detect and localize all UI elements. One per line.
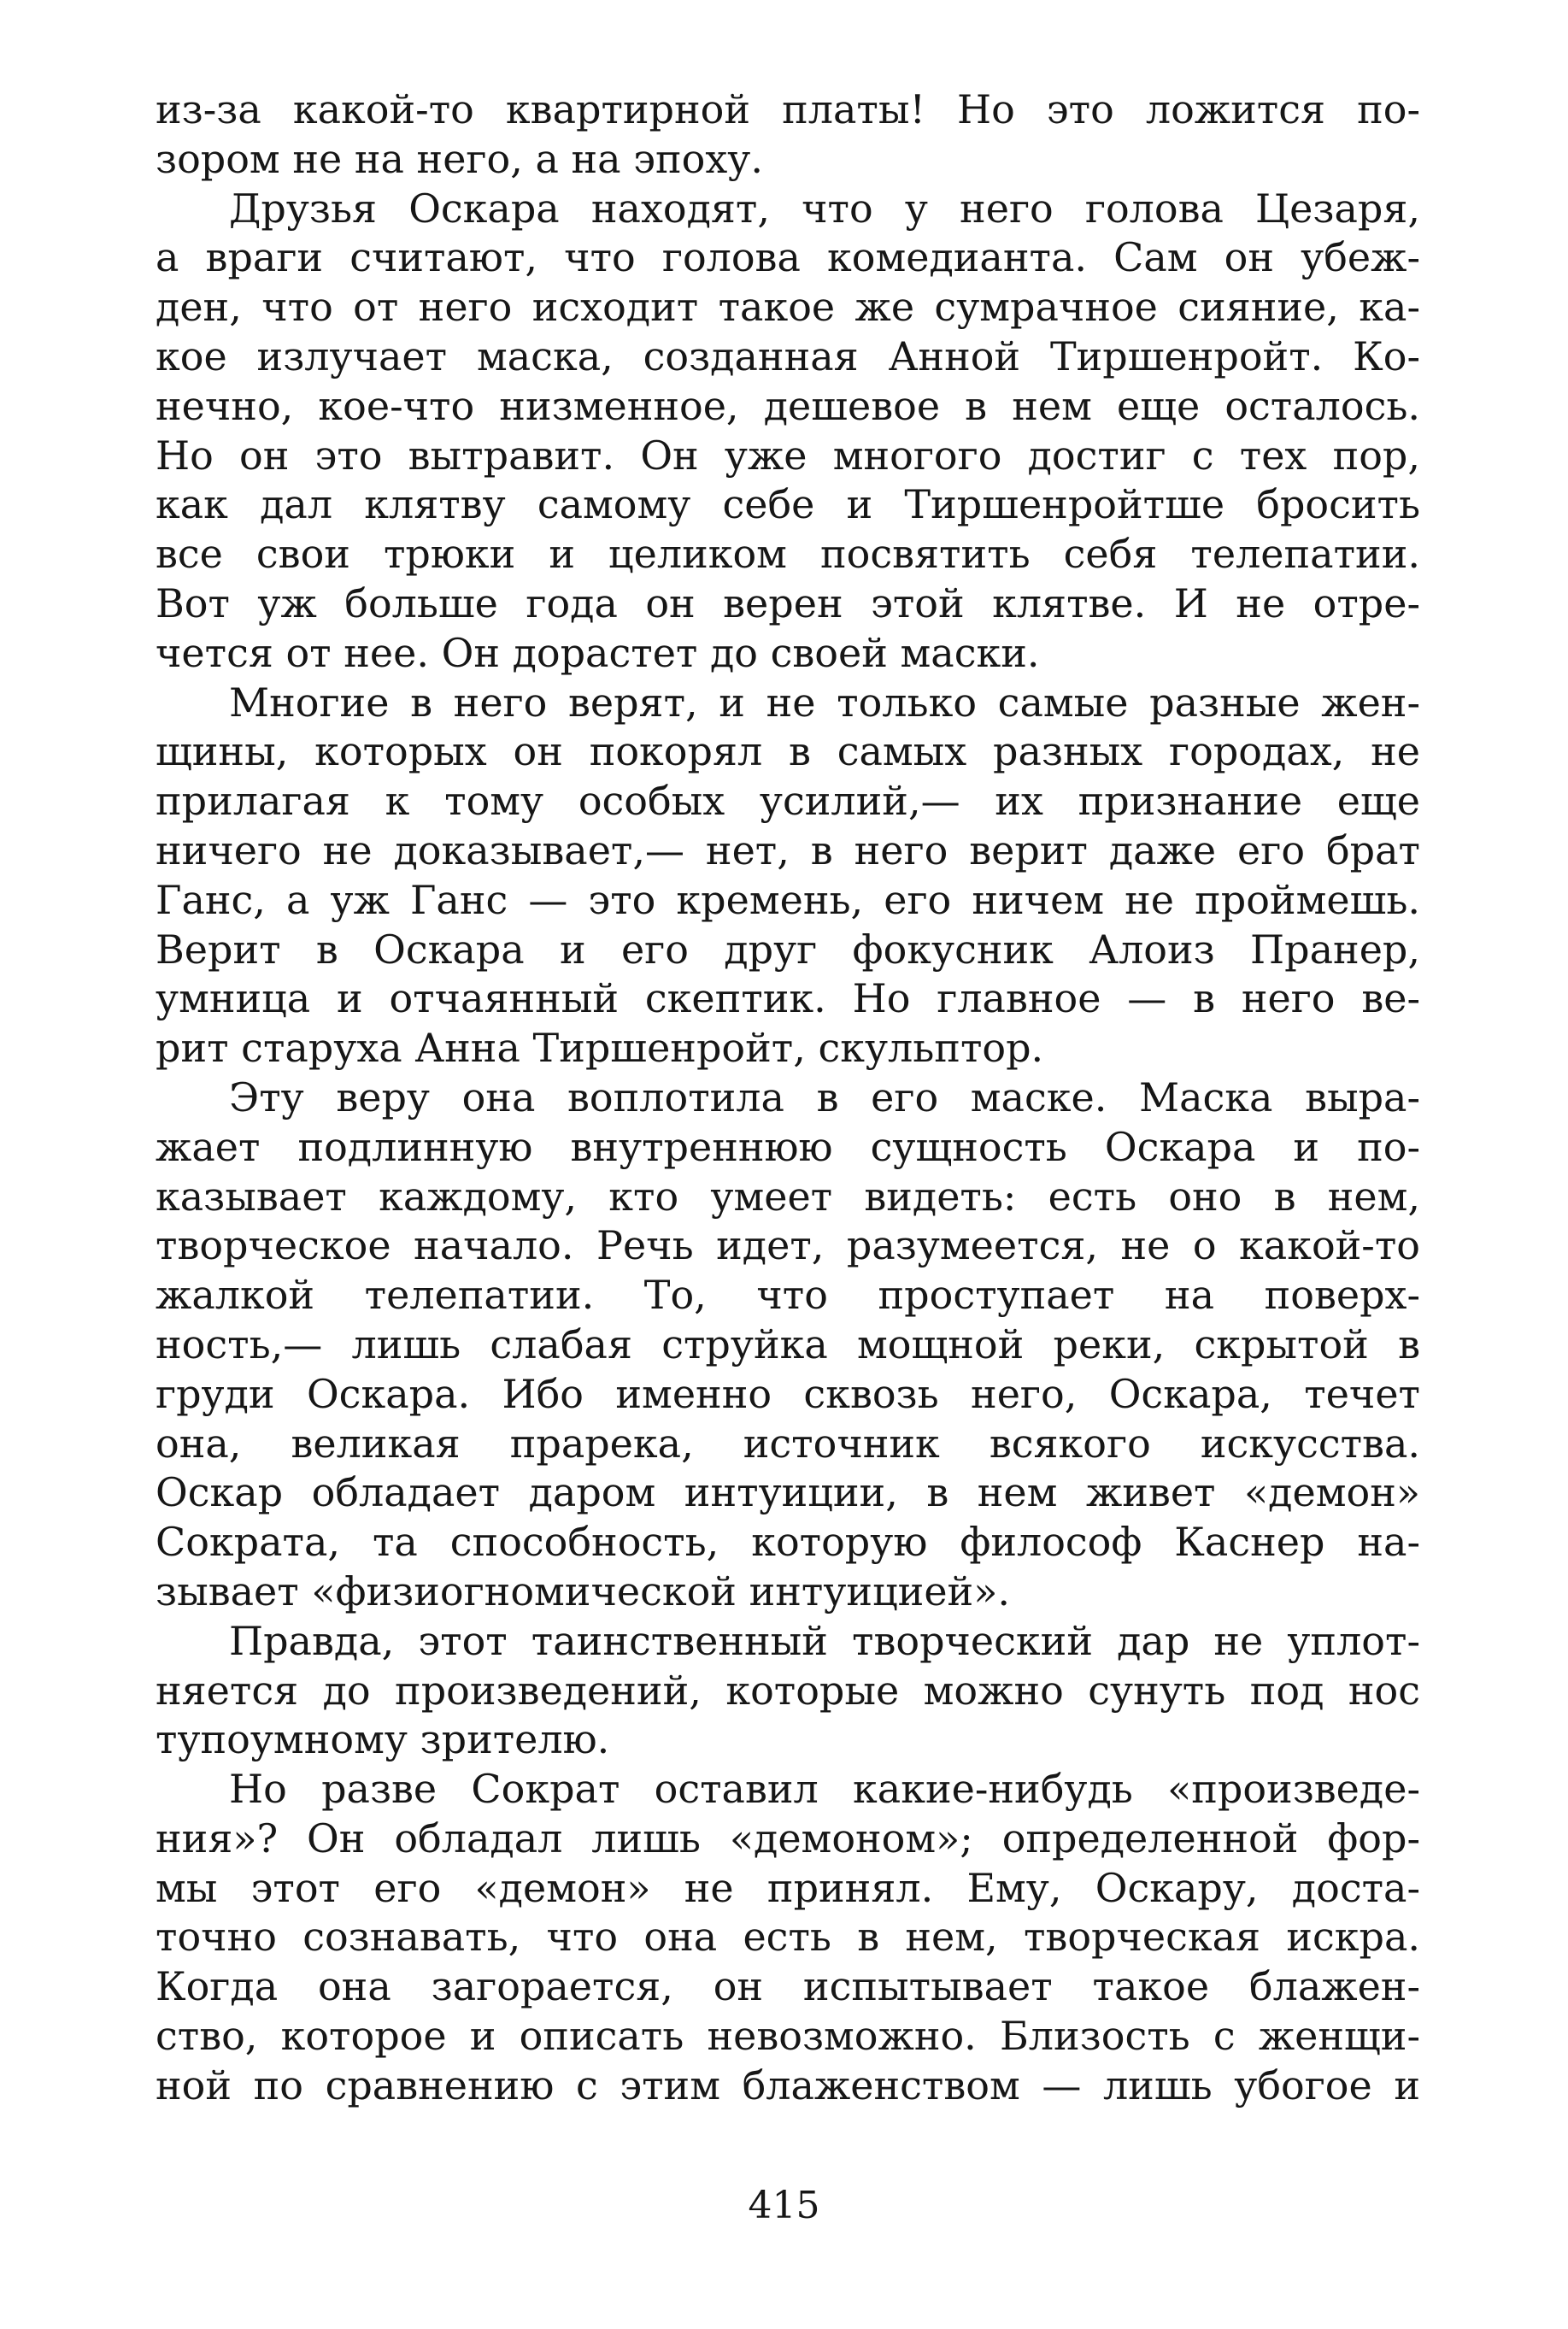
text-line: ничего не доказывает,— нет, в него верит даже его брат: [156, 826, 1420, 873]
text-line: мы этот его «демон» не принял. Ему, Оскару, доста-: [156, 1864, 1420, 1911]
text-line: Друзья Оскара находят, что у него голова Цезаря,: [229, 185, 1420, 232]
text-line: няется до произведений, которые можно сунуть под нос: [156, 1667, 1420, 1714]
text-line: казывает каждому, кто умеет видеть: есть оно в нем,: [156, 1173, 1420, 1220]
text-line: Правда, этот таинственный творческий дар не уплот-: [229, 1617, 1420, 1664]
paragraph: [156, 85, 1420, 185]
text-line: кое излучает маска, созданная Анной Тиршенройт. Ко-: [156, 332, 1420, 379]
text-line: жает подлинную внутреннюю сущность Оскара и по-: [156, 1123, 1420, 1170]
text-line: Вот уж больше года он верен этой клятве. И не отре-: [156, 579, 1420, 626]
text-line: Ганс, а уж Ганс — это кремень, его ничем не проймешь.: [156, 876, 1420, 923]
text-line: ной по сравнению с этим блаженством — лишь убогое и: [156, 2061, 1420, 2108]
paragraph: [156, 1073, 1420, 1617]
page-number: 415: [748, 2184, 820, 2227]
text-line: жалкой телепатии. То, что проступает на поверх-: [156, 1272, 1420, 1319]
text-line: из-за какой-то квартирной платы! Но это ложится по-: [156, 86, 1420, 132]
text-line: все свои трюки и целиком посвятить себя телепатии.: [156, 531, 1420, 578]
text-line: творческое начало. Речь идет, разумеется, не о какой-то: [156, 1222, 1420, 1269]
text-line: Верит в Оскара и его друг фокусник Алоиз Пранер,: [156, 926, 1420, 973]
paragraph: [156, 679, 1420, 1073]
text-line: как дал клятву самому себе и Тиршенройтше бросить: [156, 481, 1420, 528]
text-line: Многие в него верят, и не только самые разные жен-: [229, 679, 1420, 726]
text-line: Сократа, та способность, которую философ Каснер на-: [156, 1519, 1420, 1566]
text-line: а враги считают, что голова комедианта. Сам он убеж-: [156, 234, 1420, 281]
text-line: зывает «физиогномической интуицией».: [156, 1567, 1010, 1614]
text-line: чется от нее. Он дорастет до своей маски.: [156, 629, 1040, 676]
text-line: ство, которое и описать невозможно. Близость с женщи-: [156, 2013, 1420, 2060]
text-line: Когда она загорается, он испытывает такое блажен-: [156, 1963, 1420, 2010]
text-line: зором не на него, а на эпоху.: [156, 135, 763, 182]
text-line: рит старуха Анна Тиршенройт, скульптор.: [156, 1025, 1044, 1072]
text-line: точно сознавать, что она есть в нем, творческая искра.: [156, 1914, 1420, 1961]
text-line: ния»? Он обладал лишь «демоном»; определенной фор-: [156, 1814, 1420, 1861]
text-line: нечно, кое-что низменное, дешевое в нем еще осталось.: [156, 382, 1420, 429]
text-line: ден, что от него исходит такое же сумрачное сияние, ка-: [156, 284, 1420, 331]
paragraph: [156, 185, 1420, 679]
text-line: Но разве Сократ оставил какие-нибудь «произведе-: [229, 1766, 1420, 1813]
text-line: Но он это вытравит. Он уже многого достиг с тех пор,: [156, 432, 1420, 479]
body-text: [156, 85, 1420, 2111]
text-line: Эту веру она воплотила в его маске. Маска выра-: [229, 1073, 1420, 1120]
text-line: она, великая прарека, источник всякого искусства.: [156, 1420, 1420, 1467]
text-line: щины, которых он покорял в самых разных городах, не: [156, 728, 1420, 775]
text-line: тупоумному зрителю.: [156, 1716, 610, 1763]
text-line: ность,— лишь слабая струйка мощной реки, скрытой в: [156, 1320, 1420, 1367]
paragraph: [156, 1765, 1420, 2111]
text-line: груди Оскара. Ибо именно сквозь него, Оскара, течет: [156, 1370, 1420, 1417]
text-line: прилагая к тому особых усилий,— их признание еще: [156, 778, 1420, 825]
text-line: умница и отчаянный скептик. Но главное — в него ве-: [156, 975, 1420, 1022]
paragraph: [156, 1617, 1420, 1765]
text-line: Оскар обладает даром интуиции, в нем живет «демон»: [156, 1469, 1420, 1516]
